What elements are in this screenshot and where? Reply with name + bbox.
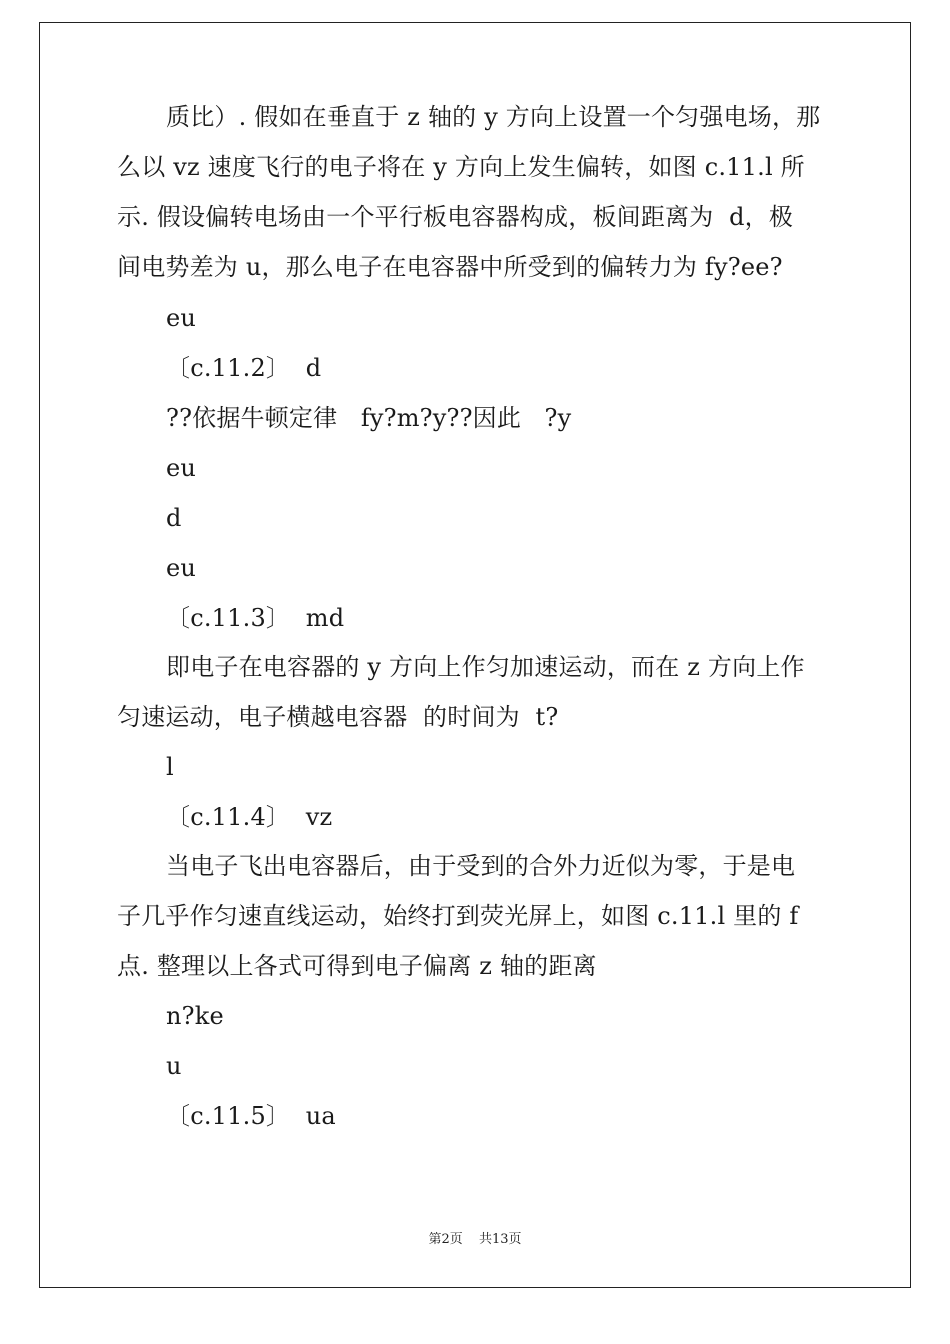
text-line-4: 间电势差为 u，那么电子在电容器中所受到的偏转力为 fy?ee?: [117, 253, 783, 281]
text-line-1: 质比）. 假如在垂直于 z 轴的 y 方向上设置一个匀强电场，那: [166, 103, 821, 131]
text-line-9: d: [166, 504, 182, 532]
text-line-14: l: [166, 753, 174, 781]
equation-label-c11-2: 〔c.11.2〕 d: [166, 354, 322, 382]
page-footer: [0, 1232, 950, 1248]
text-line-20: u: [166, 1052, 182, 1080]
text-line-17: 子几乎作匀速直线运动，始终打到荧光屏上，如图 c.11.l 里的 f: [117, 902, 799, 930]
equation-label-c11-3: 〔c.11.3〕 md: [166, 604, 345, 632]
equation-label-c11-4: 〔c.11.4〕 vz: [166, 803, 333, 831]
text-line-18: 点. 整理以上各式可得到电子偏离 z 轴的距离: [117, 952, 597, 980]
text-line-8: eu: [166, 454, 197, 482]
text-line-13: 匀速运动，电子横越电容器 的时间为 t?: [117, 703, 559, 731]
text-line-16: 当电子飞出电容器后，由于受到的合外力近似为零，于是电: [166, 852, 796, 880]
page-total: 共13页: [478, 1232, 522, 1247]
text-line-19: n?ke: [166, 1002, 224, 1030]
text-line-7: ??依据牛顿定律 fy?m?y??因此 ?y: [166, 404, 572, 432]
equation-label-c11-5: 〔c.11.5〕 ua: [166, 1102, 336, 1130]
text-line-5: eu: [166, 304, 197, 332]
text-line-10: eu: [166, 554, 197, 582]
page-number: 第2页: [428, 1232, 463, 1247]
text-line-2: 么以 vz 速度飞行的电子将在 y 方向上发生偏转，如图 c.11.l 所: [117, 153, 805, 181]
text-line-3: 示. 假设偏转电场由一个平行板电容器构成，板间距离为 d，极: [117, 203, 794, 231]
text-line-12: 即电子在电容器的 y 方向上作匀加速运动，而在 z 方向上作: [166, 653, 805, 681]
